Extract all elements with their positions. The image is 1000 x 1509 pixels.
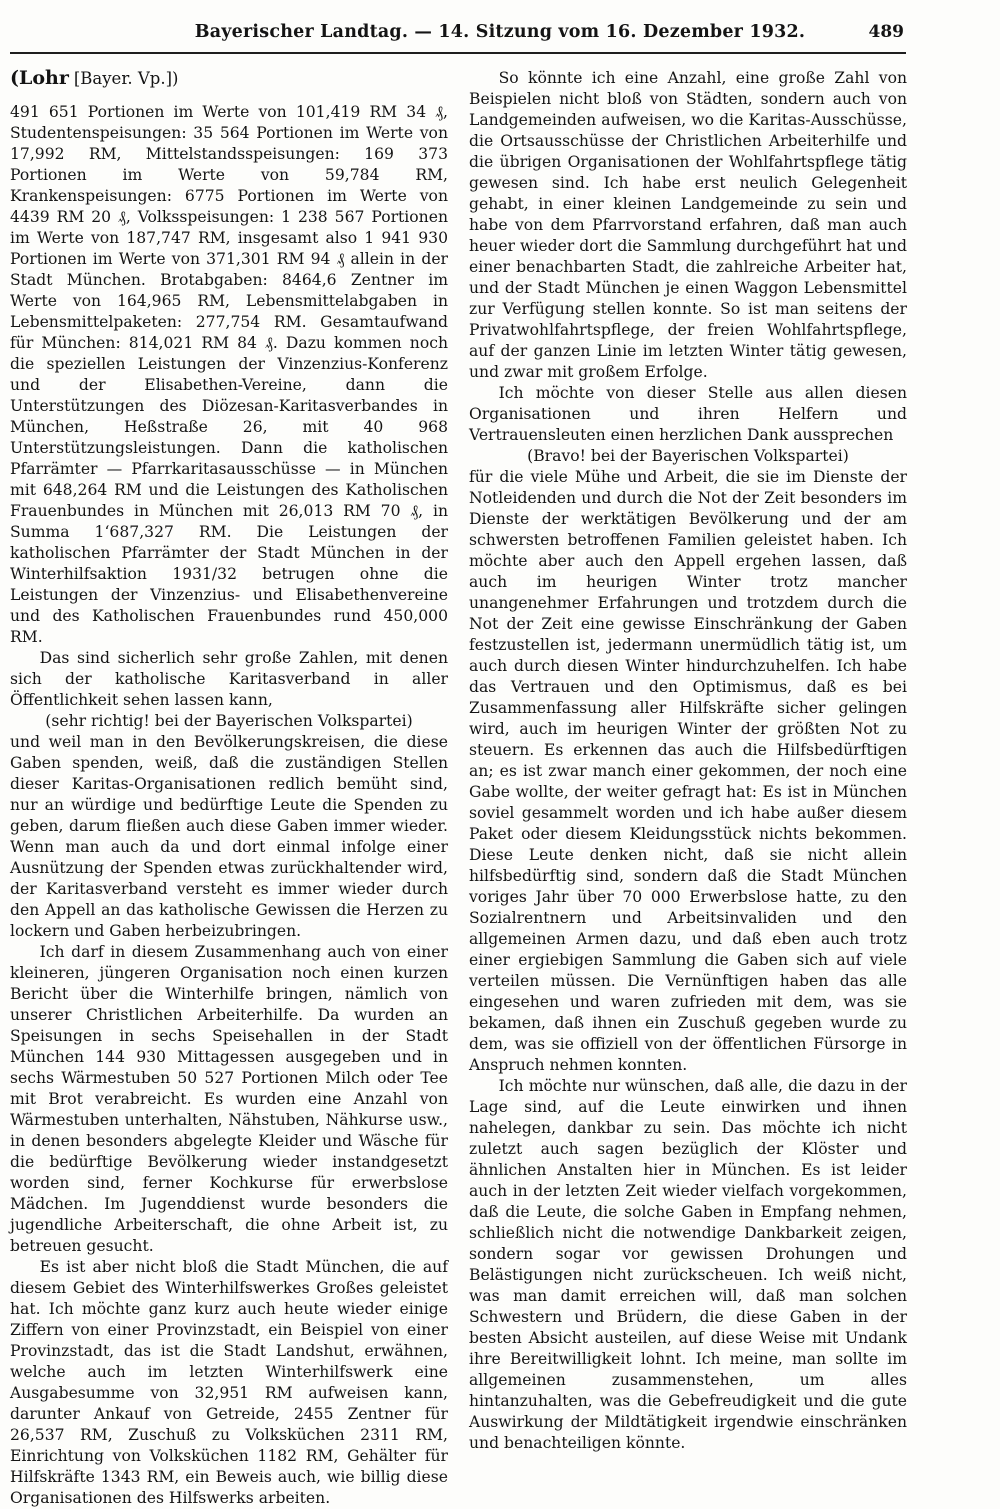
speaker-party: [Bayer. Vp.]) (73, 69, 179, 88)
paragraph: Ich möchte nur wünschen, daß alle, die dazu in der Lage sind, auf die Leute einwirken und ihnen nahelegen, dankbar zu sein. Das möchte ich nicht zuletzt auch sagen bezüglich der Klöster und ähnlichen Anstalten hier in München. Es ist leider auch in der letzten Zeit wieder vielfach vorgekommen, daß die Leute, die solche Gaben in Empfang nehmen, schließlich nicht die notwendige Dankbarkeit zeigen, sondern sogar vor gewissen Drohungen und Belästigungen nicht zurückscheuen. Ich weiß nicht, was man damit erreichen will, daß man solchen Schwestern und Brüdern, die diese Gaben in der besten Absicht austeilen, auf diese Weise mit Undank ihre Bereitwilligkeit lohnt. Ich meine, man sollte im allgemeinen zusammenstehen, um alles hintanzuhalten, was die Gebefreudigkeit und die gute Auswirkung der Mildtätigkeit irgendwie einschränken und benachteiligen könnte. (469, 1077, 907, 1452)
paragraph: Das sind sicherlich sehr große Zahlen, mit denen sich der katholische Karitasverband in aller Öffentlichkeit sehen lassen kann, (10, 649, 448, 709)
header-title: Bayerischer Landtag. — 14. Sitzung vom 16. Dezember 1932. (194, 22, 806, 42)
paragraph: Ich darf in diesem Zusammenhang auch von einer kleineren, jüngeren Organisation noch einen kurzen Bericht über die Winterhilfe bringen, nämlich von unserer Christlichen Arbeiterhilfe. Da wurden an Speisungen in sechs Speisehallen in der Stadt München 144 930 Mittagessen ausgegeben und in sechs Wärmestuben 50 527 Portionen Milch oder Tee mit Brot verabreicht. Es wurden eine Anzahl von Wärmestuben unterhalten, Nähstuben, Nähkurse usw., in denen besonders abgelegte Kleider und Wäsche für die bedürftige Bevölkerung wieder instandgesetzt worden sind, ferner Kochkurse für erwerbslose Mädchen. Im Jugenddienst wurde besonders die jugendliche Arbeiterschaft, die ohne Arbeit ist, zu betreuen gesucht. (10, 943, 448, 1255)
paragraph: So könnte ich eine Anzahl, eine große Zahl von Beispielen nicht bloß von Städten, sondern auch von Landgemeinden aufweisen, wo die Karitas-Ausschüsse, die Ortsausschüsse der Christlichen Arbeiterhilfe und die übrigen Organisationen der Wohlfahrtspflege tätig gewesen sind. Ich habe erst neulich Gelegenheit gehabt, in einer kleinen Landgemeinde zu sein und habe von dem Pfarrvorstand erfahren, daß man auch heuer wieder dort die Sammlung durchgeführt hat und einer benachbarten Stadt, die zahlreiche Arbeiter hat, und der Stadt München je einen Waggon Lebensmittel zur Verfügung stellen konnte. So ist man seitens der Privatwohlfahrtspflege, der freien Wohlfahrtspflege, auf der ganzen Linie im letzten Winter tätig gewesen, und zwar mit großem Erfolge. (469, 69, 907, 381)
paragraph: Es ist aber nicht bloß die Stadt München, die auf diesem Gebiet des Winterhilfswerkes Großes geleistet hat. Ich möchte ganz kurz auch heute wieder einige Ziffern von einer Provinzstadt, ein Beispiel von einer Provinzstadt, das ist die Stadt Landshut, erwähnen, welche auch im letzten Winterhilfswerk eine Ausgabesumme von 32,951 RM aufweisen kann, darunter Ankauf von Getreide, 2455 Zentner für 26,537 RM, Zuschuß zu Volksküchen 2311 RM, Einrichtung von Volksküchen 1182 RM, Gehälter für Hilfskräfte 1343 RM, ein Beweis auch, wie billig diese Organisationen des Hilfswerks arbeiten. (10, 1258, 448, 1507)
paragraph: Ich möchte von dieser Stelle aus allen diesen Organisationen und ihren Helfern und Vertrauensleuten einen herzlichen Dank aussprechen (469, 384, 907, 444)
speaker-attribution (10, 68, 448, 90)
interjection: (sehr richtig! bei der Bayerischen Volkspartei) (45, 712, 413, 730)
header-rule (10, 52, 906, 54)
interjection: (Bravo! bei der Bayerischen Volkspartei) (527, 447, 849, 465)
paragraph: und weil man in den Bevölkerungskreisen, die diese Gaben spenden, weiß, daß die zuständigen Stellen dieser Karitas-Organisationen redlich bemüht sind, nur an würdige und bedürftige Leute die Spenden zu geben, darum fließen auch diese Gaben immer wieder. Wenn man auch da und dort einmal infolge einer Ausnützung der Spenden etwas zurückhaltender wird, der Karitasverband versteht es immer wieder durch den Appell an das katholische Gewissen die Herzen zu lockern und Gaben herbeizubringen. (10, 733, 448, 940)
left-column (10, 68, 448, 1509)
page-header (0, 22, 1000, 56)
paragraph: 491 651 Portionen im Werte von 101,419 RM 34 ₰, Studentenspeisungen: 35 564 Portionen im Werte von 17,992 RM, Mittelstandsspeisungen: 169 373 Portionen im Werte von 59,784 RM, Krankenspeisungen: 6775 Portionen im Werte von 4439 RM 20 ₰, Volksspeisungen: 1 238 567 Portionen im Werte von 187,747 RM, insgesamt also 1 941 930 Portionen im Werte von 371,301 RM 94 ₰ allein in der Stadt München. Brotabgaben: 8464,6 Zentner im Werte von 164,965 RM, Lebensmittelabgaben in Lebensmittelpaketen: 277,754 RM. Gesamtaufwand für München: 814,021 RM 84 ₰. Dazu kommen noch die speziellen Leistungen der Vinzenzius-Konferenz und der Elisabethen-Vereine, dann die Unterstützungen des Diözesan-Karitasverbandes in München, Heßstraße 26, mit 40 968 Unterstützungsleistungen. Dann die katholischen Pfarrämter — Pfarrkaritasausschüsse — in München mit 648,264 RM und die Leistungen des Katholischen Frauenbundes in München mit 26,013 RM 70 ₰, in Summa 1‘687,327 RM. Die Leistungen der katholischen Pfarrämter der Stadt München in der Winterhilfsaktion 1931/32 betrugen ohne die Leistungen der Vinzenzius- und Elisabethenvereine und des Katholischen Frauenbundes rund 450,000 RM. (10, 103, 448, 646)
speaker-name: (Lohr (10, 67, 69, 89)
page-number: 489 (868, 22, 904, 42)
right-column (469, 68, 907, 1454)
paragraph: für die viele Mühe und Arbeit, die sie im Dienste der Notleidenden und durch die Not der Zeit besonders im Dienste der werktätigen Bevölkerung und der am schwersten betroffenen Familien geleistet haben. Ich möchte aber auch den Appell ergehen lassen, daß auch im heurigen Winter trotz mancher unangenehmer Erfahrungen und trotzdem durch die Not der Zeit eine gewisse Einschränkung der Gaben festzustellen ist, jedermann unermüdlich tätig ist, um auch durch diesen Winter hindurchzuhelfen. Ich habe das Vertrauen und den Optimismus, daß es bei Zusammenfassung aller Hilfskräfte sicher gelingen wird, auch im heurigen Winter der größten Not zu steuern. Es erkennen das auch die Hilfsbedürftigen an; es ist zwar manch einer gekommen, der noch eine Gabe wollte, der weiter gefragt hat: Es ist in München soviel gesammelt worden und ich habe außer diesem Paket oder diesem Kleidungsstück nichts bekommen. Diese Leute denken nicht, daß sie nicht allein hilfsbedürftig sind, sondern daß die Stadt München voriges Jahr über 70 000 Erwerbslose hatte, zu den Sozialrentnern und Arbeitsinvaliden und den allgemeinen Armen dazu, und daß eben auch trotz einer ergiebigen Sammlung die Gaben sich auf viele verteilen müssen. Die Vernünftigen haben das alle eingesehen und waren zufrieden mit dem, was sie bekamen, daß ihnen ein Zuschuß gegeben wurde zu dem, was sie offiziell von der öffentlichen Fürsorge in Anspruch nehmen konnten. (469, 468, 907, 1074)
